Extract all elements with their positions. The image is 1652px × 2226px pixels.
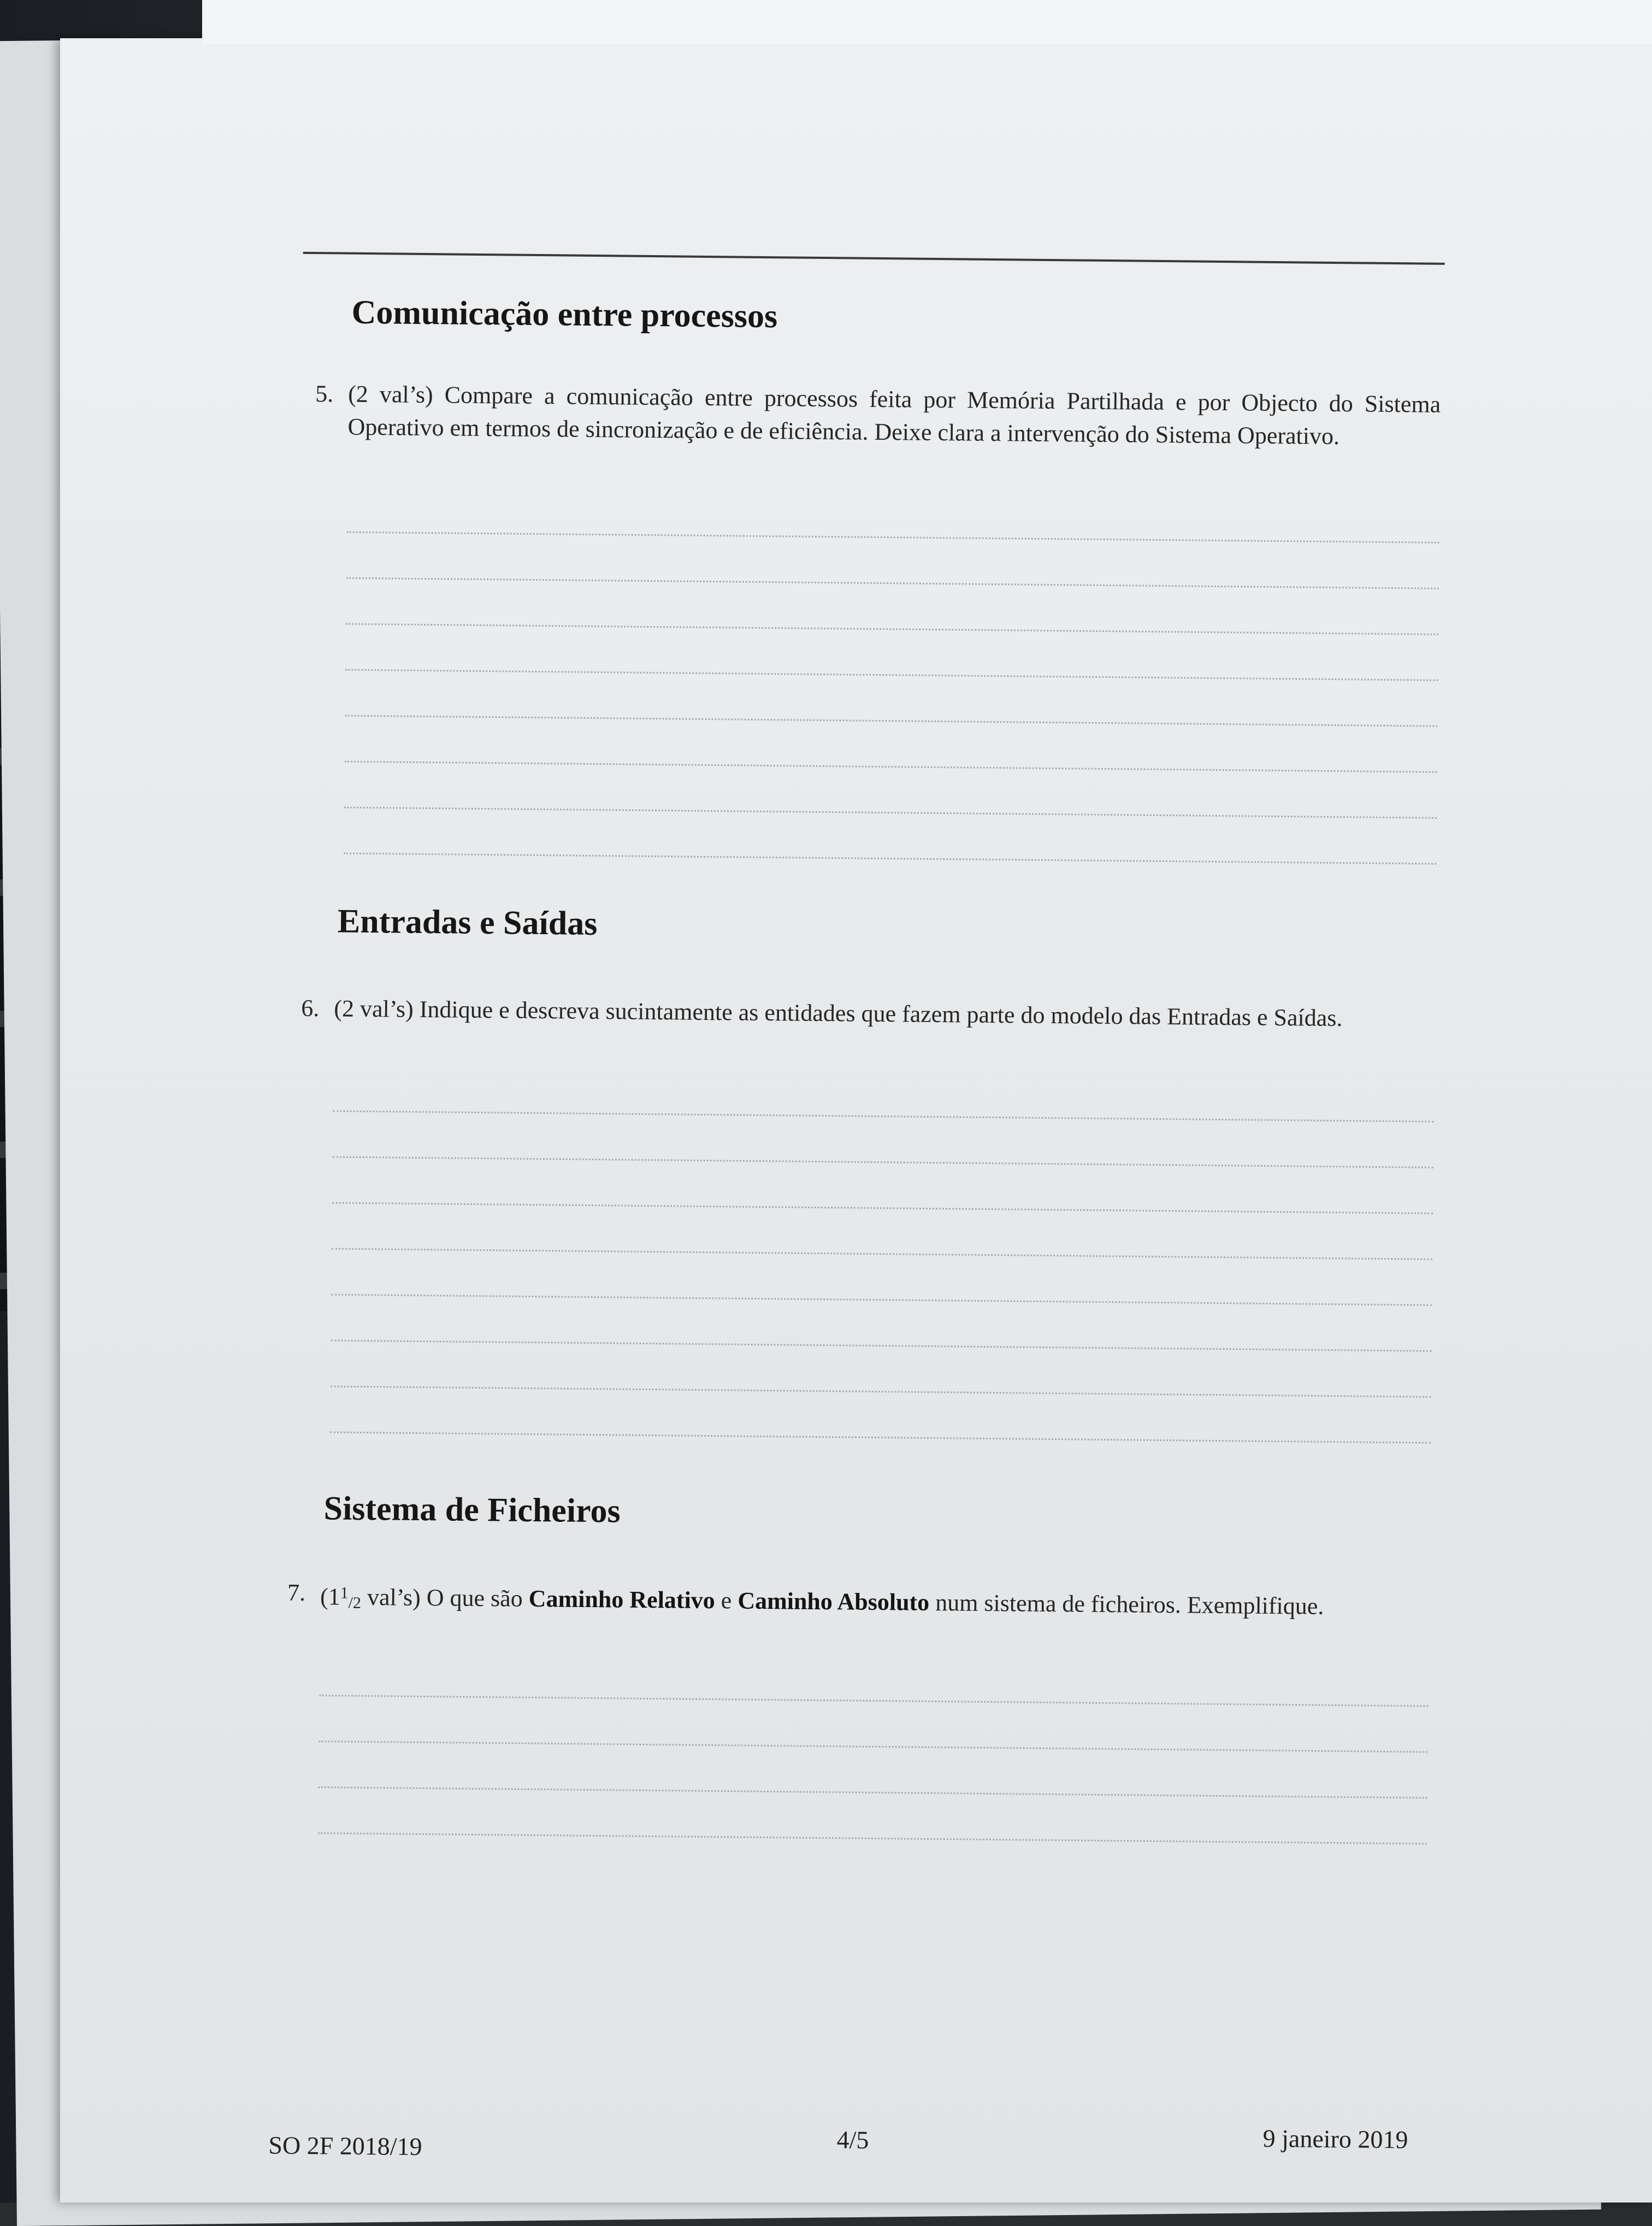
section-title-ipc: Comunicação entre processos <box>351 293 778 335</box>
question-points: ($1^1/2$ val’s) <box>320 1583 421 1612</box>
question-number: 7. <box>287 1579 306 1607</box>
header-rule <box>303 252 1445 265</box>
question-5 <box>315 378 1441 454</box>
answer-lines-7[interactable] <box>318 1650 1429 1844</box>
section-title-io: Entradas e Saídas <box>337 902 598 943</box>
footer-course: SO 2F 2018/19 <box>268 2131 422 2161</box>
question-points: (2 val’s) <box>348 380 433 409</box>
term-absolute-path: Caminho Absoluto <box>738 1587 930 1616</box>
footer-page-number: 4/5 <box>836 2125 869 2154</box>
question-points: (2 val’s) <box>334 995 414 1023</box>
question-7: 7. ($1^1/2$ val’s) O que são Caminho Relativo e Caminho Absoluto num sistema de ficheiros. Exemplifique. <box>320 1576 1430 1629</box>
question-number: 5. <box>315 380 334 408</box>
term-relative-path: Caminho Relativo <box>528 1585 716 1614</box>
answer-lines-6[interactable] <box>330 1066 1434 1443</box>
answer-lines-5[interactable] <box>344 487 1439 865</box>
question-number: 6. <box>301 994 320 1022</box>
question-text: Compare a comunicação entre processos feita por Memória Partilhada e por Objecto do Sistema Operativo em termos de sincronização e de eficiência. Deixe clara a intervenção do Sistema Operativo. <box>347 381 1441 450</box>
question-text: Indique e descreva sucintamente as entidades que fazem parte do modelo das Entradas e Saídas. <box>419 995 1343 1032</box>
footer-date: 9 janeiro 2019 <box>1262 2124 1408 2154</box>
question-6 <box>301 992 1435 1035</box>
section-title-filesystem: Sistema de Ficheiros <box>323 1490 621 1530</box>
